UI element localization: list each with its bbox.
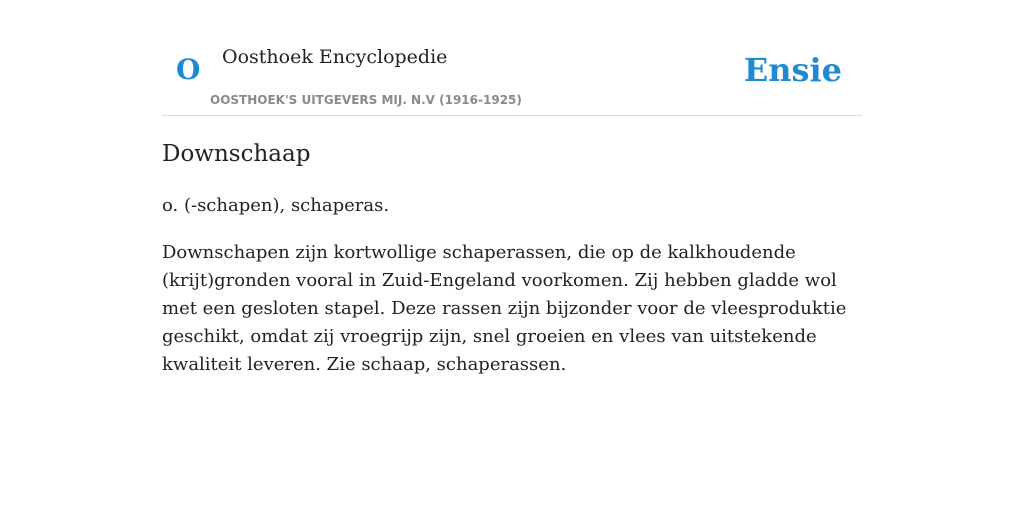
entry-body-text: Downschapen zijn kortwollige schaperassen, die op de kalkhoudende (krijt)gronden vooral in Zuid-Engeland voorkomen. Zij hebben gladde wol met een gesloten stapel. Deze rassen zijn bijzonder voor de vleesproduktie geschikt, omdat zij vroegrijp zijn, snel groeien en vlees van uitstekende kwaliteit leveren. Zie schaap, schaperassen.: [162, 242, 847, 375]
entry-grammar: o. (-schapen), schaperas.: [162, 195, 390, 216]
source-header: [162, 36, 862, 116]
entry-title: Downschaap: [162, 141, 311, 167]
source-title[interactable]: Oosthoek Encyclopedie: [222, 46, 448, 68]
source-subtitle: OOSTHOEK'S UITGEVERS MIJ. N.V (1916-1925): [210, 93, 522, 107]
source-logo[interactable]: O: [176, 53, 201, 86]
ensie-logo[interactable]: Ensie: [743, 51, 842, 89]
